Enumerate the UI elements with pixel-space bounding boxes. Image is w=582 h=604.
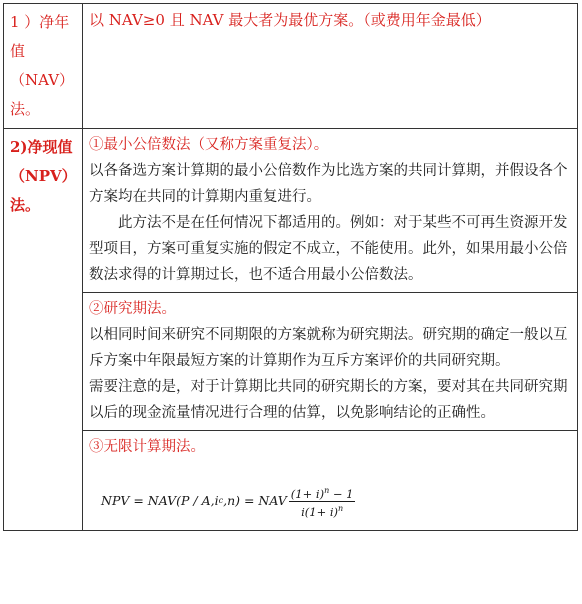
section-study-period	[83, 293, 578, 431]
content-table	[3, 3, 578, 531]
formula-area	[89, 460, 571, 526]
nav-criterion-text: 以 NAV≥0 且 NAV 最大者为最优方案。（或费用年金最低）	[89, 11, 491, 29]
paragraph: 此方法不是在任何情况下都适用的。例如：对于某些不可再生资源开发型项目，方案可重复实施的假定不成立，不能使用。此外，如果用最小公倍数法求得的计算期过长，也不适合用最小公倍数法。	[89, 215, 568, 283]
formula-lhs-sub: c	[218, 496, 224, 506]
paragraph: 需要注意的是，对于计算期比共同的研究期长的方案，要对其在共同研究期以后的现金流量情况进行合理的估算，以免影响结论的正确性。	[89, 379, 568, 421]
method-label-nav: 1 ）净年值（NAV）法。	[4, 4, 83, 129]
formula-denominator: $i(1+ i)^n$	[301, 503, 344, 519]
section-lcm	[83, 129, 578, 293]
paragraph: 以相同时间来研究不同期限的方案就称为研究期法。研究期的确定一般以互斥方案中年限最短方案的计算期作为互斥方案评价的共同研究期。	[89, 327, 568, 369]
formula-fraction	[289, 484, 356, 519]
nav-criterion-cell	[83, 4, 578, 129]
npv-formula	[101, 484, 355, 519]
section-heading: ①最小公倍数法（又称方案重复法）。	[89, 137, 329, 153]
method-label-npv: 2)净现值（NPV）法。	[4, 129, 83, 531]
table-row	[4, 129, 578, 293]
section-heading: ③无限计算期法。	[89, 439, 205, 455]
table-row	[4, 431, 578, 531]
paragraph: 以各备选方案计算期的最小公倍数作为比选方案的共同计算期，并假设各个方案均在共同的计算期内重复进行。	[89, 163, 568, 205]
section-heading: ②研究期法。	[89, 301, 176, 317]
section-infinite-period	[83, 431, 578, 531]
formula-numerator: $(1+ i)^n - 1$	[290, 486, 354, 501]
table-row	[4, 293, 578, 431]
formula-lhs-end: ,n) = NAV	[223, 493, 287, 509]
formula-lhs: NPV = NAV(P / A,i	[101, 493, 219, 509]
table-row	[4, 4, 578, 129]
